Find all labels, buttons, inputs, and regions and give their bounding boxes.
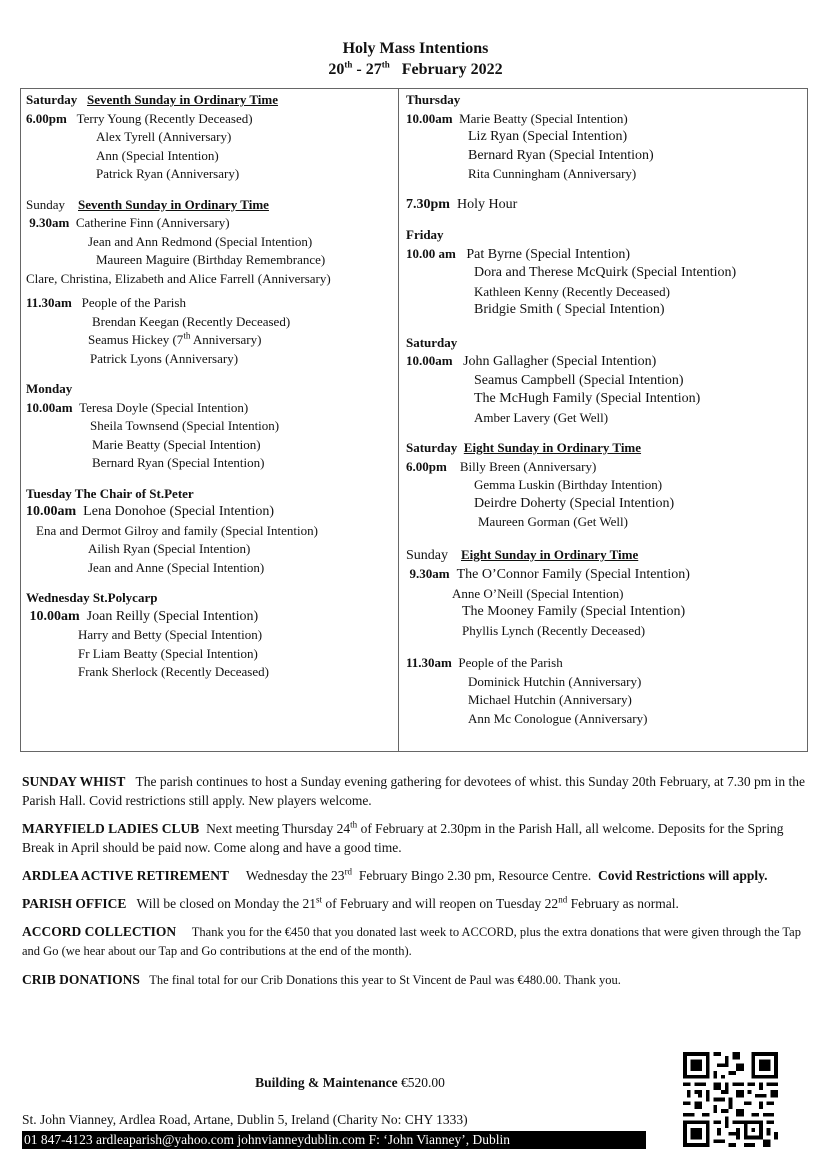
list-item: Ann Mc Conologue (Anniversary) (468, 710, 648, 726)
list-item: Amber Lavery (Get Well) (474, 409, 609, 425)
list-item: Bernard Ryan (Special Intention) (92, 455, 265, 470)
list-item: Liz Ryan (Special Intention) (468, 129, 628, 144)
page-title: Holy Mass Intentions (342, 40, 489, 57)
notice-active-retirement: ARDLEA ACTIVE RETIREMENT Wednesday the 23rd February Bingo 2.30 pm, Resource Centre. Covid Restrictions will apply. (22, 866, 768, 883)
list-item: Dominick Hutchin (Anniversary) (468, 673, 642, 689)
list-item: Ann (Special Intention) (96, 147, 219, 163)
sunday-section: Sunday Seventh Sunday in Ordinary Time 9.30am Catherine Finn (Anniversary) Jean and Ann Redmond (Special Intention) Maureen Maguire (Birthday Remembrance) Clare, Christina, Elizabeth and Alice Farrell (Anniversary) (26, 196, 394, 289)
list-item: Brendan Keegan (Recently Deceased) (92, 313, 291, 329)
notice-accord: ACCORD COLLECTION Thank you for the €450 that you donated last week to ACCORD, plus the extra donations that were given through the Tap and Go (we hear about our Tap and Go contributions at the end of the month). (22, 924, 801, 958)
saturday-evening-section: Saturday Seventh Sunday in Ordinary Time 6.00pm Terry Young (Recently Deceased) Alex Tyrell (Anniversary) Ann (Special Intention) Patrick Ryan (Anniversary) (26, 91, 394, 184)
list-item: Seamus Hickey (7th Anniversary) (88, 330, 262, 347)
list-item: Michael Hutchin (Anniversary) (468, 692, 632, 707)
list-item: Bernard Ryan (Special Intention) (468, 147, 654, 163)
notice-maryfield-ladies: MARYFIELD LADIES CLUB Next meeting Thursday 24th of February at 2.30pm in the Parish Hall, all welcome. Deposits for the Spring Break in April should be paid now. Come along and have a good time. (22, 819, 784, 855)
notice-parish-office: PARISH OFFICE Will be closed on Monday the 21st of February and will reopen on Tuesday 22nd February as normal. (22, 894, 679, 911)
qr-code-icon (683, 1052, 778, 1147)
list-item: The McHugh Family (Special Intention) (474, 391, 701, 406)
column-divider (398, 88, 399, 752)
contact-bar: 01 847-4123 ardleaparish@yahoo.com johnvianneydublin.com F: ‘John Vianney’, Dublin (22, 1131, 646, 1149)
list-item: Seamus Campbell (Special Intention) (474, 372, 684, 388)
monday-section: Monday 10.00am Teresa Doyle (Special Intention) Sheila Townsend (Special Intention) Marie Beatty (Special Intention) Bernard Ryan (Special Intention) (26, 380, 394, 473)
list-item: Patrick Lyons (Anniversary) (90, 350, 239, 366)
list-item: Patrick Ryan (Anniversary) (96, 166, 240, 181)
parish-address: St. John Vianney, Ardlea Road, Artane, Dublin 5, Ireland (Charity No: CHY 1333) (22, 1112, 468, 1127)
list-item: Maureen Maguire (Birthday Remembrance) (96, 252, 326, 267)
notice-crib: CRIB DONATIONS The final total for our Crib Donations this year to St Vincent de Paul was €480.00. Thank you. (22, 972, 621, 987)
notices (22, 772, 812, 999)
saturday-morning-section: Saturday 10.00am John Gallagher (Special Intention) Seamus Campbell (Special Intention) The McHugh Family (Special Intention) Amber Lavery (Get Well) (406, 334, 804, 428)
list-item: Rita Cunningham (Anniversary) (468, 166, 637, 181)
list-item: Alex Tyrell (Anniversary) (96, 129, 232, 144)
sunday-1130-section: 11.30am People of the Parish Brendan Keegan (Recently Deceased) Seamus Hickey (7th Anniversary) Patrick Lyons (Anniversary) (26, 294, 394, 368)
right-column (406, 91, 804, 740)
sunday-1130-section: 11.30am People of the Parish Dominick Hutchin (Anniversary) Michael Hutchin (Anniversary) Ann Mc Conologue (Anniversary) (406, 654, 804, 728)
list-item: Fr Liam Beatty (Special Intention) (78, 645, 258, 661)
list-item: Jean and Anne (Special Intention) (88, 559, 265, 575)
date-range: 20th - 27th February 2022 (328, 59, 503, 78)
list-item: Ailish Ryan (Special Intention) (88, 541, 251, 556)
list-item: Jean and Ann Redmond (Special Intention) (88, 233, 313, 249)
list-item: Deirdre Doherty (Special Intention) (474, 495, 675, 511)
list-item: Marie Beatty (Special Intention) (92, 436, 261, 452)
building-maintenance: Building & Maintenance €520.00 (255, 1075, 445, 1090)
list-item: Phyllis Lynch (Recently Deceased) (462, 622, 646, 638)
left-column (26, 91, 394, 694)
list-item: Frank Sherlock (Recently Deceased) (78, 664, 269, 679)
list-item: The Mooney Family (Special Intention) (462, 604, 686, 619)
holy-hour-section: 7.30pm Holy Hour (406, 196, 518, 212)
list-item: Clare, Christina, Elizabeth and Alice Farrell (Anniversary) (26, 270, 331, 286)
list-item: Harry and Betty (Special Intention) (78, 627, 263, 642)
friday-section: Friday 10.00 am Pat Byrne (Special Intention) Dora and Therese McQuirk (Special Intention) Kathleen Kenny (Recently Deceased) Bridgie Smith ( Special Intention) (406, 226, 804, 320)
list-item: Dora and Therese McQuirk (Special Intention) (474, 265, 737, 280)
list-item: Ena and Dermot Gilroy and family (Special Intention) (36, 522, 318, 538)
tuesday-section: Tuesday The Chair of St.Peter 10.00am Lena Donohoe (Special Intention) Ena and Dermot Gilroy and family (Special Intention) Ailish Ryan (Special Intention) Jean and Anne (Special Intention) (26, 485, 394, 578)
thursday-section: Thursday 10.00am Marie Beatty (Special Intention) Liz Ryan (Special Intention) Bernard Ryan (Special Intention) Rita Cunningham (Anniversary) (406, 91, 804, 184)
list-item: Anne O’Neill (Special Intention) (452, 585, 624, 601)
saturday-evening-section: Saturday Eight Sunday in Ordinary Time 6.00pm Billy Breen (Anniversary) Gemma Luskin (Birthday Intention) Deirdre Doherty (Special Intention) Maureen Gorman (Get Well) (406, 439, 804, 532)
list-item: Maureen Gorman (Get Well) (478, 514, 628, 529)
wednesday-section: Wednesday St.Polycarp 10.00am Joan Reilly (Special Intention) Harry and Betty (Special Intention) Fr Liam Beatty (Special Intention) Frank Sherlock (Recently Deceased) (26, 589, 394, 682)
list-item: Kathleen Kenny (Recently Deceased) (474, 283, 670, 299)
sunday-section: Sunday Eight Sunday in Ordinary Time 9.30am The O’Connor Family (Special Intention) Anne O’Neill (Special Intention) The Mooney Family (Special Intention) Phyllis Lynch (Recently Deceased) (406, 546, 804, 641)
list-item: Bridgie Smith ( Special Intention) (474, 302, 665, 317)
list-item: Sheila Townsend (Special Intention) (90, 418, 280, 433)
notice-sunday-whist: SUNDAY WHIST The parish continues to host a Sunday evening gathering for devotees of whist. this Sunday 20th February, at 7.30 pm in the Parish Hall. Covid restrictions still apply. New players welcome. (22, 774, 806, 808)
list-item: Gemma Luskin (Birthday Intention) (474, 477, 663, 492)
